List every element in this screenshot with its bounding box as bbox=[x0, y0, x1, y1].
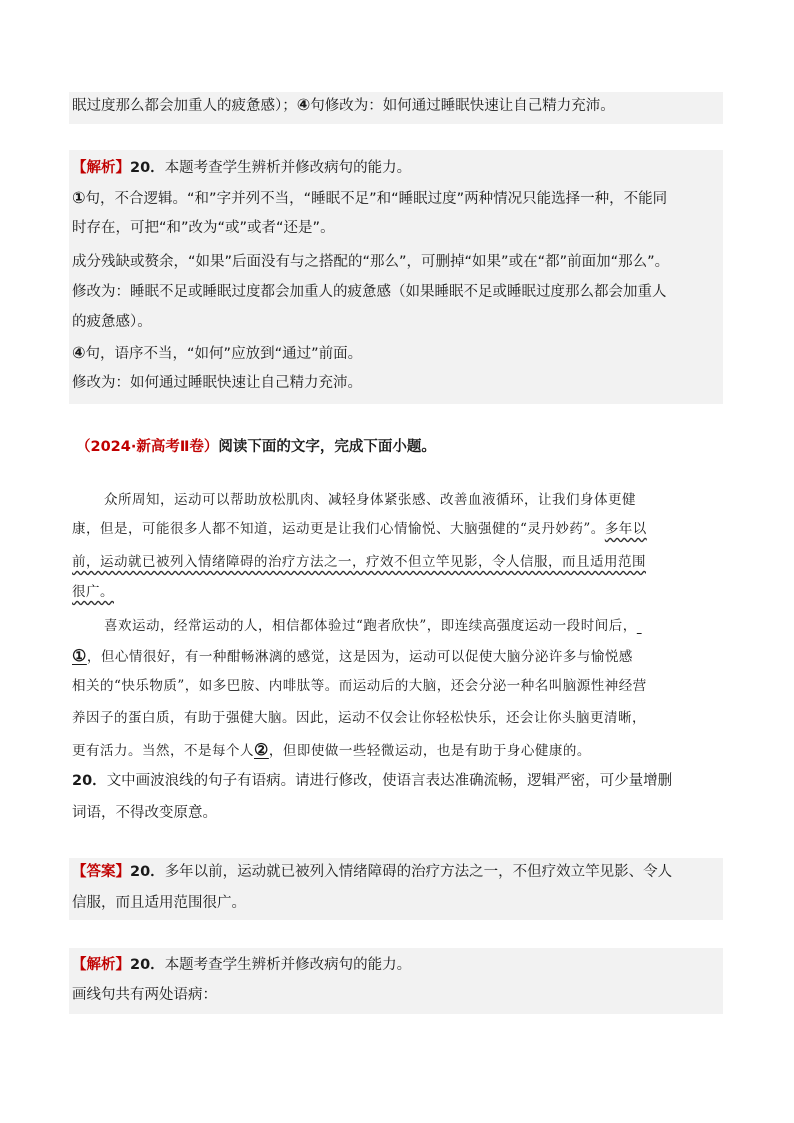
passage-p1-line-4: 很广。 bbox=[72, 584, 114, 600]
passage-p2-line-3: 相关的“快乐物质”，如多巴胺、内啡肽等。而运动后的大脑，还会分泌一种名叫脑源性神经营 bbox=[72, 678, 647, 694]
analysis-line-6: ④句，语序不当，“如何”应放到“通过”前面。 bbox=[72, 343, 363, 362]
analysis-line-3: 成分残缺或赘余，“如果”后面没有与之搭配的“那么”，可删掉“如果”或在“都”前面加“那么”。 bbox=[72, 254, 670, 270]
passage-p2-line-1: 喜欢运动，经常运动的人，相信都体验过“跑者欣快”，即连续高强度运动一段时间后， bbox=[104, 616, 642, 636]
passage-p2-line-4: 养因子的蛋白质，有助于强健大脑。因此，运动不仅会让你轻松快乐，还会让你头脑更清晰， bbox=[72, 710, 646, 726]
answer-line-1: 【答案】20．多年以前，运动就已被列入情绪障碍的治疗方法之一，不但疗效立竿见影、令人 bbox=[72, 864, 673, 880]
analysis-line-7: 修改为：如何通过睡眠快速让自己精力充沛。 bbox=[72, 375, 362, 391]
question-number: 20． bbox=[130, 957, 165, 973]
passage-p2-line-5: 更有活力。当然，不是每个人②，但即使做一些轻微运动，也是有助于身心健康的。 bbox=[72, 740, 591, 759]
question-20-line-2: 词语，不得改变原意。 bbox=[72, 805, 217, 821]
question-20-line-1: 20．文中画波浪线的句子有语病。请进行修改，使语言表达准确流畅，逻辑严密，可少量增删 bbox=[72, 773, 673, 789]
analysis-title-line: 【解析】20．本题考查学生辨析并修改病句的能力。 bbox=[72, 160, 412, 176]
analysis-line-1: ①句，不合逻辑。“和”字并列不当，“睡眠不足”和“睡眠过度”两种情况只能选择一种，不能同 bbox=[72, 188, 668, 207]
analysis-line-2: 时存在，可把“和”改为“或”或者“还是”。 bbox=[72, 220, 335, 236]
answer-tag: 【答案】 bbox=[72, 864, 130, 880]
blank-1: ① bbox=[72, 646, 87, 665]
passage-p1-line-2: 康，但是，可能很多人都不知道，运动更是让我们心情愉悦、大脑强健的“灵丹妙药”。多年以 bbox=[72, 521, 647, 537]
question-number: 20． bbox=[130, 160, 165, 176]
passage-p2-line-2: ①，但心情很好，有一种酣畅淋漓的感觉，这是因为，运动可以促使大脑分泌许多与愉悦感 bbox=[72, 646, 633, 665]
analysis-line-5: 的疲惫感）。 bbox=[72, 314, 152, 330]
circled-number-1: ① bbox=[72, 188, 86, 207]
analysis-tag: 【解析】 bbox=[72, 957, 130, 973]
analysis-line-4: 修改为：睡眠不足或睡眠过度都会加重人的疲惫感（如果睡眠不足或睡眠过度那么都会加重人 bbox=[72, 284, 667, 300]
question-number: 20． bbox=[130, 864, 165, 880]
answer-continuation-line: 眠过度那么都会加重人的疲惫感）；④句修改为：如何通过睡眠快速让自己精力充沛。 bbox=[72, 95, 615, 114]
question-intro: （2024·新高考Ⅱ卷）阅读下面的文字，完成下面小题。 bbox=[76, 439, 436, 455]
circled-number-4: ④ bbox=[72, 343, 86, 362]
question-number: 20． bbox=[72, 773, 107, 789]
answer-line-2: 信服，而且适用范围很广。 bbox=[72, 895, 246, 911]
passage-p1-line-1: 众所周知，运动可以帮助放松肌肉、减轻身体紧张感、改善血液循环，让我们身体更健 bbox=[104, 492, 636, 508]
wavy-underlined-sentence: 多年以 bbox=[604, 521, 647, 537]
passage-p1-line-3: 前，运动就已被列入情绪障碍的治疗方法之一，疗效不但立竿见影，令人信服，而且适用范围 bbox=[72, 554, 646, 570]
question-source: （2024·新高考Ⅱ卷） bbox=[76, 439, 219, 455]
analysis2-line-1: 【解析】20．本题考查学生辨析并修改病句的能力。 bbox=[72, 957, 412, 973]
blank-underline bbox=[637, 618, 642, 634]
circled-number-4: ④ bbox=[296, 95, 311, 114]
analysis-tag: 【解析】 bbox=[72, 160, 130, 176]
analysis2-line-2: 画线句共有两处语病： bbox=[72, 987, 217, 1003]
blank-2: ② bbox=[254, 740, 269, 759]
